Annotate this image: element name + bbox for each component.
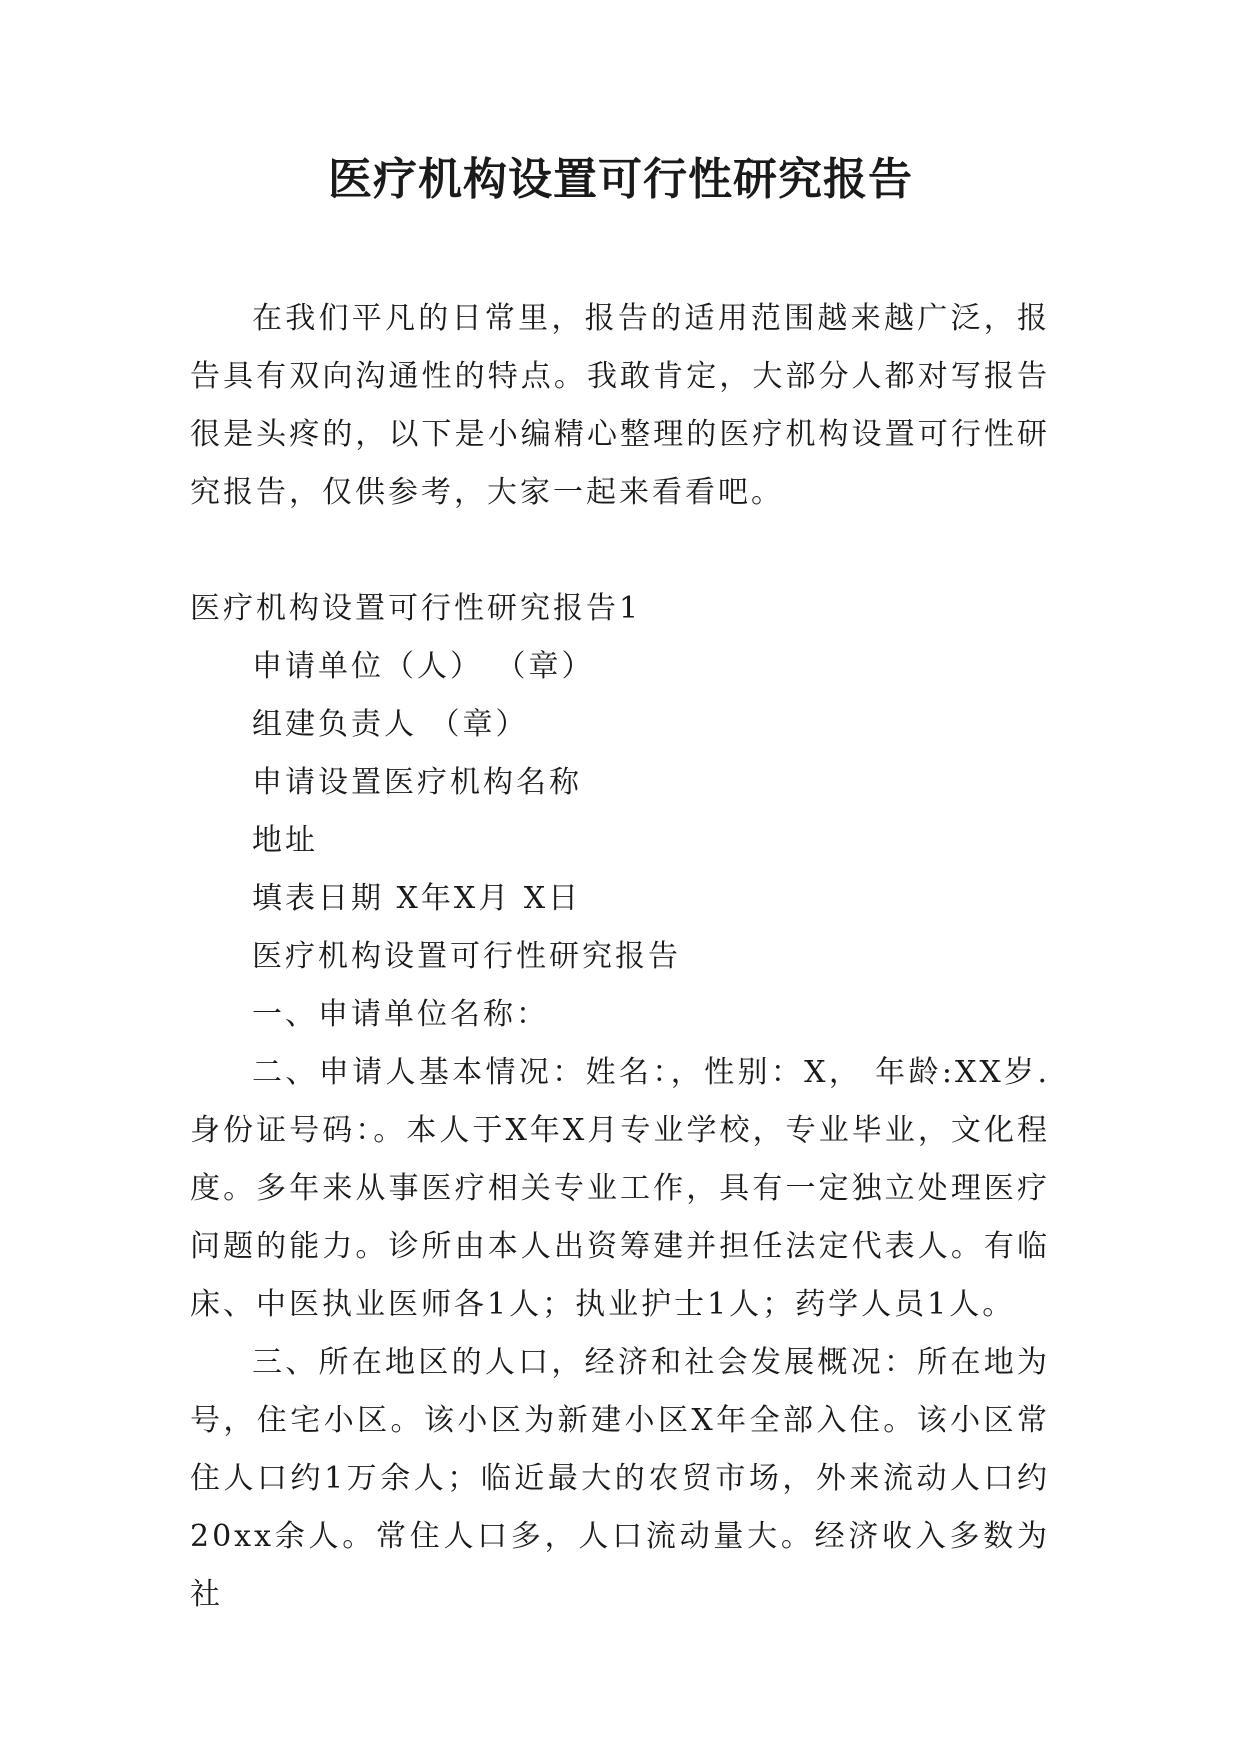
intro-paragraph: 在我们平凡的日常里，报告的适用范围越来越广泛，报告具有双向沟通性的特点。我敢肯定，大部分人都对写报告很是头疼的，以下是小编精心整理的医疗机构设置可行性研究报告，仅供参考，大家一起来看看吧。: [190, 301, 1050, 510]
responsible-person-line: 组建负责人 （章）: [252, 707, 529, 742]
document-title: 医疗机构设置可行性研究报告: [328, 154, 913, 205]
fill-date-line: 填表日期 X年X月 X日: [252, 881, 582, 916]
address-line: 地址: [252, 823, 318, 858]
institution-name-line: 申请设置医疗机构名称: [252, 765, 582, 800]
section-one-paragraph: 一、申请单位名称：: [252, 997, 549, 1032]
applicant-line: 申请单位（人） （章）: [252, 649, 595, 684]
section-two-paragraph: 二、申请人基本情况：姓名：，性别：X， 年龄:XX岁.身份证号码：。本人于X年X月专业学校，专业毕业，文化程度。多年来从事医疗相关专业工作，具有一定独立处理医疗问题的能力。诊所由本人出资筹建并担任法定代表人。有临床、中医执业医师各1人；执业护士1人；药学人员1人。: [190, 1055, 1050, 1322]
report-body: [190, 638, 1050, 1624]
section-title: 医疗机构设置可行性研究报告1: [190, 591, 642, 626]
section-three-paragraph: 三、所在地区的人口，经济和社会发展概况：所在地为号，住宅小区。该小区为新建小区X年全部入住。该小区常住人口约1万余人；临近最大的农贸市场，外来流动人口约20xx余人。常住人口多，人口流动量大。经济收入多数为社: [190, 1345, 1050, 1612]
report-heading-line: 医疗机构设置可行性研究报告: [252, 939, 681, 974]
